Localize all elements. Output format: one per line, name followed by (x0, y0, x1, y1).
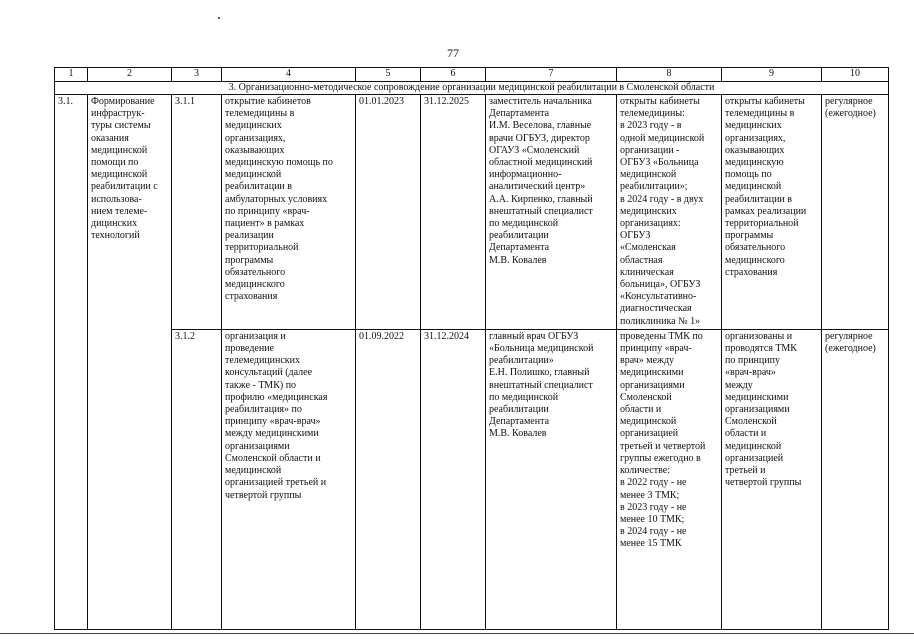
item-end-date: 31.12.2024 (421, 329, 486, 629)
item-periodicity: регулярное (ежегодное) (822, 95, 889, 330)
item-number: 3.1.1 (172, 95, 222, 330)
column-number: 6 (421, 68, 486, 82)
column-number: 7 (486, 68, 617, 82)
column-number: 9 (722, 68, 822, 82)
item-end-date: 31.12.2025 (421, 95, 486, 330)
table-row (55, 329, 889, 629)
column-number: 3 (172, 68, 222, 82)
column-number: 2 (88, 68, 172, 82)
item-number: 3.1.2 (172, 329, 222, 629)
column-number: 1 (55, 68, 88, 82)
item-responsible: заместитель начальника Департамента И.М. Веселова, главные врачи ОГБУЗ, директор ОГАУЗ «Смоленский областной медицинский информационно- аналитический центр» А.А. Кирпенко, главный внештатный специалист по медицинской реабилитации Департамента М.В. Ковалев (486, 95, 617, 330)
task-number: 3.1. (55, 95, 88, 630)
item-action: открытие кабинетов телемедицины в медицинских организациях, оказывающих медицинскую помощь по медицинской реабилитации в амбулаторных условиях по принципу «врач- пациент» в рамках реализации территориальной программы обязательного медицинского страхования (222, 95, 356, 330)
table-row (55, 95, 889, 330)
item-action: организация и проведение телемедицинских консультаций (далее также - ТМК) по профилю «медицинская реабилитация» по принципу «врач-врач» между медицинскими организациями Смоленской области и медицинской организацией третьей и четвертой группы (222, 329, 356, 629)
section-row (55, 82, 889, 95)
column-number: 8 (617, 68, 722, 82)
item-indicator: открыты кабинеты телемедицины в медицинских организациях, оказывающих медицинскую помощь по медицинской реабилитации в рамках реализации территориальной программы обязательного медицинского страхования (722, 95, 822, 330)
task-name: Формирование инфраструк- туры системы оказания медицинской помощи по медицинской реабилитации с использова- нием телеме- дицинских технологий (88, 95, 172, 630)
scan-speck (218, 17, 220, 19)
activity-table (54, 67, 889, 630)
item-start-date: 01.09.2022 (356, 329, 421, 629)
item-result: открыты кабинеты телемедицины: в 2023 году - в одной медицинской организации - ОГБУЗ «Больница медицинской реабилитации»; в 2024 году - в двух медицинских организациях: ОГБУЗ «Смоленская областная клиническая больница», ОГБУЗ «Консультативно- диагностическая поликлиника № 1» (617, 95, 722, 330)
section-title: 3. Организационно-методическое сопровождение организации медицинской реабилитации в Смоленской области (55, 82, 889, 95)
item-responsible: главный врач ОГБУЗ «Больница медицинской реабилитации» Е.Н. Полишко, главный внештатный специалист по медицинской реабилитации Департамента М.В. Ковалев (486, 329, 617, 629)
item-result: проведены ТМК по принципу «врач- врач» между медицинскими организациями Смоленской области и медицинской организацией третьей и четвертой группы ежегодно в количестве: в 2022 году - не менее 3 ТМК; в 2023 году - не менее 10 ТМК; в 2024 году - не менее 15 ТМК (617, 329, 722, 629)
column-number-row (55, 68, 889, 82)
column-number: 5 (356, 68, 421, 82)
scan-edge-line (0, 633, 914, 634)
column-number: 10 (822, 68, 889, 82)
item-start-date: 01.01.2023 (356, 95, 421, 330)
column-number: 4 (222, 68, 356, 82)
page-number: 77 (447, 46, 459, 60)
item-periodicity: регулярное (ежегодное) (822, 329, 889, 629)
item-indicator: организованы и проводятся ТМК по принципу «врач-врач» между медицинскими организациями Смоленской области и медицинской организацией третьей и четвертой группы (722, 329, 822, 629)
